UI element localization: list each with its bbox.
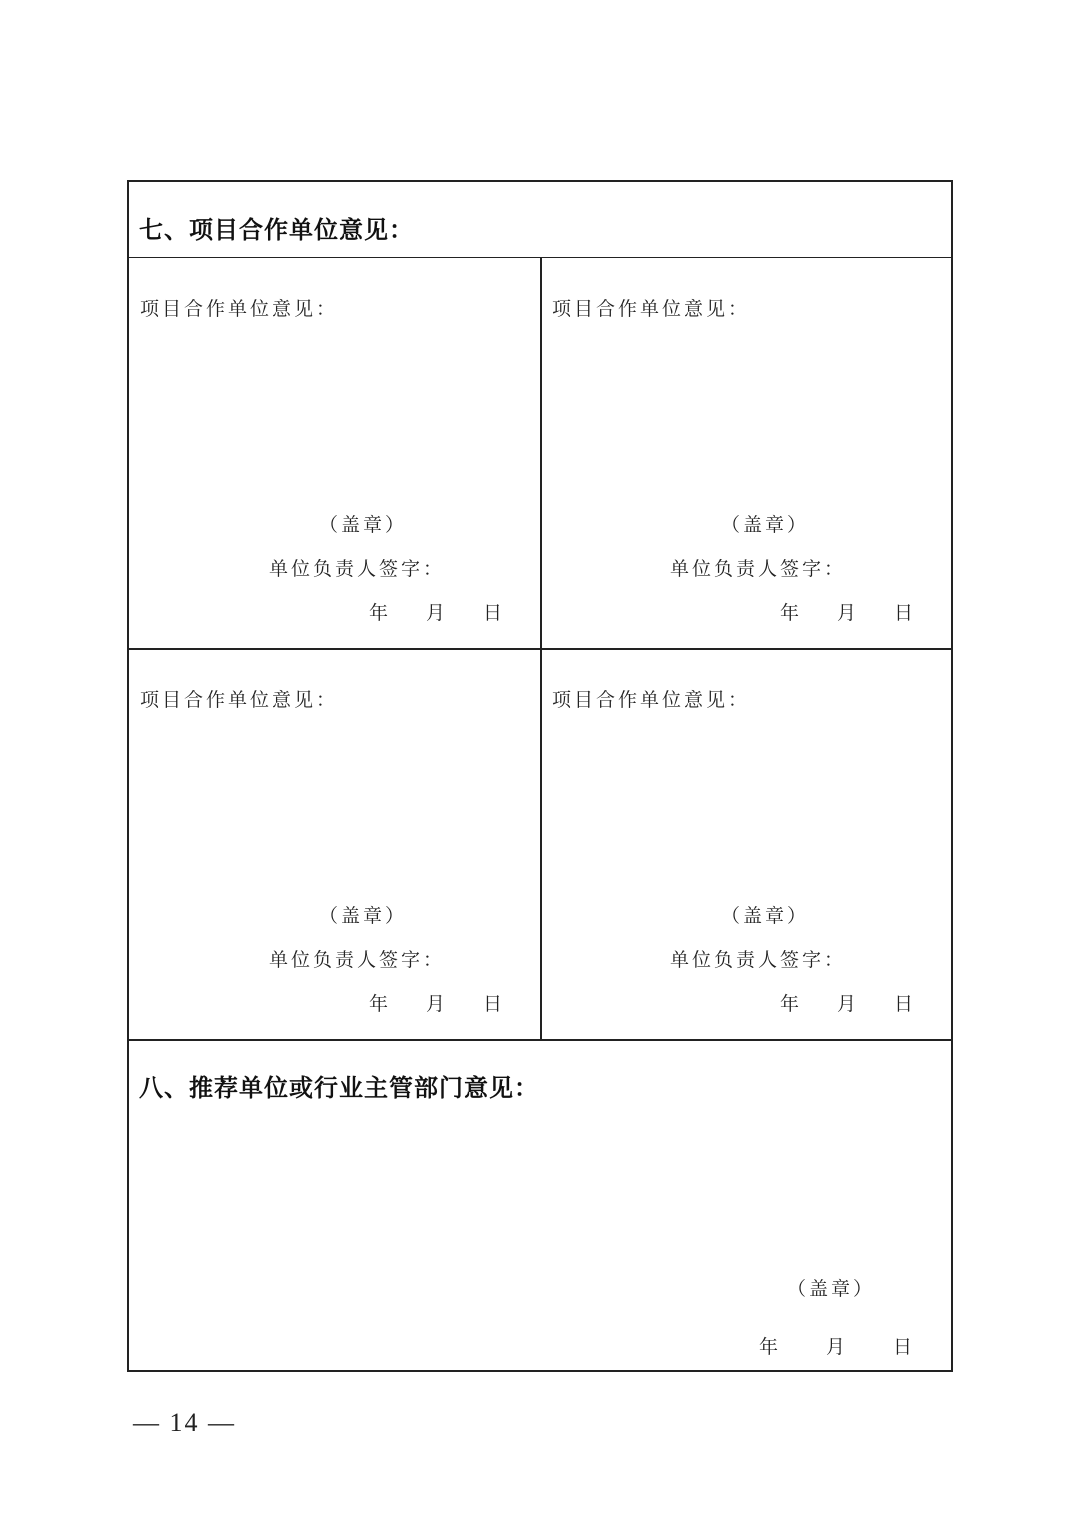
year-label: 年: [369, 602, 389, 624]
month-label: 月: [826, 1336, 846, 1358]
date-line: [369, 598, 502, 625]
leader-signature-label: 单位负责人签字：: [269, 949, 446, 971]
month-label: 月: [837, 993, 857, 1015]
partner-opinion-label: 项目合作单位意见：: [552, 689, 751, 711]
year-label: 年: [759, 1336, 779, 1358]
partner-opinion-label: 项目合作单位意见：: [552, 298, 751, 320]
opinion-form-table: [127, 180, 953, 1372]
month-label: 月: [426, 602, 446, 624]
partner-opinion-label: 项目合作单位意见：: [140, 298, 339, 320]
partner-opinion-cell-1: [129, 258, 540, 648]
section-7-header: [129, 182, 951, 258]
month-label: 月: [426, 993, 446, 1015]
row-divider: [129, 648, 951, 650]
seal-label: （盖章）: [721, 905, 810, 927]
partner-opinion-cell-4: [541, 649, 951, 1039]
seal-label: （盖章）: [319, 905, 408, 927]
date-line: [780, 989, 913, 1016]
seal-label: （盖章）: [721, 514, 810, 536]
section-8: [129, 1040, 951, 1370]
date-line: [369, 989, 502, 1016]
page-number: — 14 —: [133, 1408, 236, 1437]
seal-label: （盖章）: [319, 514, 408, 536]
partner-opinion-cell-3: [129, 649, 540, 1039]
leader-signature-label: 单位负责人签字：: [670, 558, 847, 580]
date-line: [759, 1332, 912, 1359]
year-label: 年: [780, 602, 800, 624]
day-label: 日: [894, 993, 914, 1015]
leader-signature-label: 单位负责人签字：: [269, 558, 446, 580]
leader-signature-label: 单位负责人签字：: [670, 949, 847, 971]
partner-opinion-label: 项目合作单位意见：: [140, 689, 339, 711]
month-label: 月: [837, 602, 857, 624]
date-line: [780, 598, 913, 625]
day-label: 日: [893, 1336, 913, 1358]
day-label: 日: [483, 602, 503, 624]
day-label: 日: [483, 993, 503, 1015]
year-label: 年: [780, 993, 800, 1015]
day-label: 日: [894, 602, 914, 624]
year-label: 年: [369, 993, 389, 1015]
partner-opinion-cell-2: [541, 258, 951, 648]
seal-label: （盖章）: [787, 1278, 876, 1300]
section-8-title: 八、推荐单位或行业主管部门意见：: [139, 1074, 539, 1102]
section-7-title: 七、项目合作单位意见：: [139, 216, 414, 244]
